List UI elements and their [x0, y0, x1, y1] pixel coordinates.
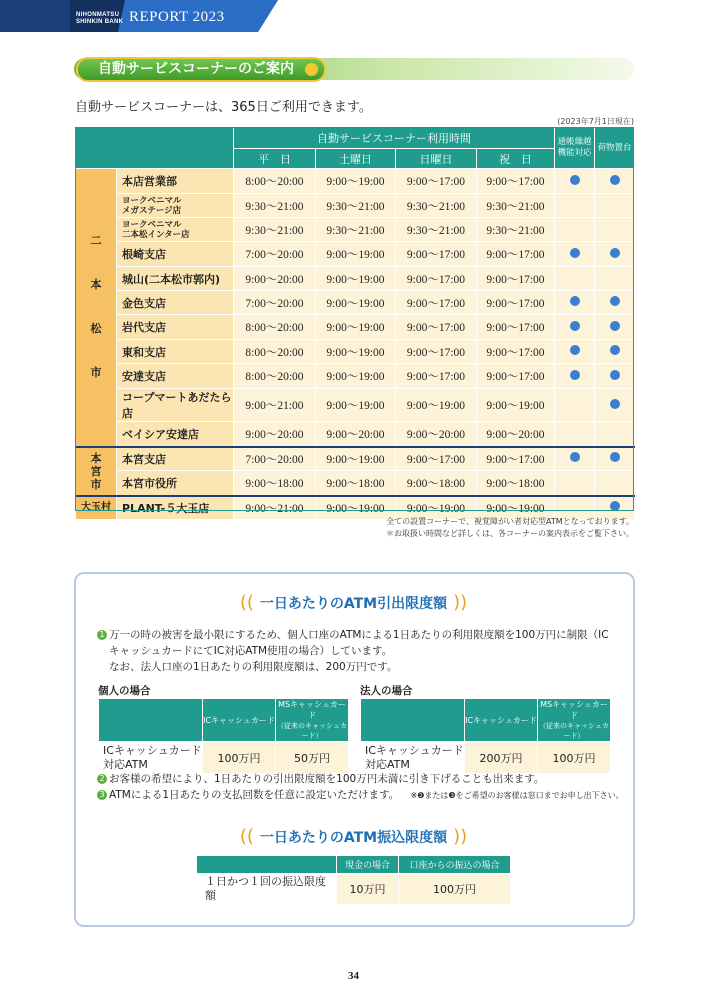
hours-cell: 9:30～21:00: [396, 218, 477, 242]
passbook-cell: [555, 471, 595, 496]
hours-cell: 9:00～20:00: [396, 422, 477, 447]
table-row: [76, 194, 635, 218]
passbook-cell: [555, 422, 595, 447]
baggage-cell: [595, 340, 635, 364]
personal-row-label: ICキャッシュカード 対応ATM: [99, 742, 203, 774]
hours-cell: 9:00～17:00: [396, 242, 477, 267]
transfer-account-header: 口座からの振込の場合: [399, 856, 511, 874]
day-holiday: 祝 日: [477, 149, 555, 169]
baggage-cell: [595, 315, 635, 340]
city-label: 大玉村: [76, 496, 117, 520]
hours-cell: 9:00～19:00: [316, 389, 396, 422]
bracket-right-icon: )): [453, 592, 468, 613]
baggage-cell: [595, 218, 635, 242]
hours-cell: 9:00～19:00: [316, 315, 396, 340]
passbook-cell: [555, 447, 595, 471]
branch-name: 金色支店: [117, 291, 234, 315]
table-row: [76, 267, 635, 291]
hours-cell: 9:00～18:00: [396, 471, 477, 496]
corporate-row-label: ICキャッシュカード 対応ATM: [361, 742, 465, 774]
transfer-row-label: １日かつ１回の振込限度額: [197, 874, 337, 905]
available-dot-icon: [610, 370, 620, 380]
available-dot-icon: [610, 452, 620, 462]
hours-cell: 9:00～18:00: [234, 471, 316, 496]
hours-cell: 9:00～17:00: [477, 447, 555, 471]
passbook-header: 通帳繰越 機能対応: [555, 128, 595, 169]
table-note-accessibility: 全ての設置コーナーで、視覚障がい者対応型ATMとなっております。: [386, 517, 634, 526]
hours-cell: 9:00～17:00: [477, 340, 555, 364]
table-row: [76, 447, 635, 471]
baggage-cell: [595, 471, 635, 496]
day-weekday: 平 日: [234, 149, 316, 169]
title-knob-icon: [305, 63, 318, 76]
corporate-ic-header: ICキャッシュカード: [465, 699, 538, 742]
passbook-cell: [555, 242, 595, 267]
table-row: [76, 291, 635, 315]
baggage-cell: [595, 194, 635, 218]
withdraw-paragraph-1: 1 万一の時の被害を最小限にするため、個人口座のATMによる1日あたりの利用限度額を100万円に制限（IC キャッシュカードにてIC対応ATM使用の場合）しています。 なお、法人口座の1日あたりの利用限度額は、200万円です。: [97, 627, 609, 675]
branch-name: ヨークベニマル 二本松インター店: [117, 218, 234, 242]
section-title: 自動サービスコーナーのご案内: [76, 57, 326, 82]
available-dot-icon: [570, 370, 580, 380]
available-dot-icon: [570, 452, 580, 462]
hours-cell: 9:00～17:00: [477, 315, 555, 340]
atm-hours-table: [75, 127, 635, 520]
passbook-cell: [555, 364, 595, 389]
day-sunday: 日曜日: [396, 149, 477, 169]
personal-ic-value: 100万円: [203, 742, 276, 774]
hours-cell: 9:00～20:00: [477, 422, 555, 447]
personal-ms-header: MSキャッシュカード （従来のキャッシュカード）: [277, 700, 347, 740]
available-dot-icon: [610, 399, 620, 409]
hours-cell: 9:00～21:00: [234, 496, 316, 520]
bank-logo: NIHONMATSU SHINKIN BANK: [76, 12, 124, 25]
corporate-ic-value: 200万円: [465, 742, 538, 774]
number-2-icon: 2: [97, 774, 107, 784]
hours-cell: 9:00～19:00: [396, 496, 477, 520]
passbook-cell: [555, 194, 595, 218]
hours-cell: 9:30～21:00: [477, 194, 555, 218]
branch-name: 岩代支店: [117, 315, 234, 340]
hours-cell: 9:00～19:00: [477, 496, 555, 520]
hours-cell: 9:00～17:00: [396, 447, 477, 471]
branch-name: 安達支店: [117, 364, 234, 389]
day-saturday: 土曜日: [316, 149, 396, 169]
hours-cell: 8:00～20:00: [234, 364, 316, 389]
passbook-cell: [555, 291, 595, 315]
table-corner: [76, 128, 234, 169]
hours-cell: 7:00～20:00: [234, 447, 316, 471]
table-note-details: ＊お取扱い時間など詳しくは、各コーナーの案内表示をご覧下さい。: [386, 529, 634, 538]
branch-name: 城山(二本松市郭内): [117, 267, 234, 291]
passbook-cell: [555, 169, 595, 194]
transfer-limit-title: (( 一日あたりのATM振込限度額 )): [239, 826, 468, 847]
baggage-cell: [595, 364, 635, 389]
hours-cell: 9:30～21:00: [477, 218, 555, 242]
personal-ms-value: 50万円: [276, 742, 349, 774]
passbook-cell: [555, 340, 595, 364]
branch-name: 東和支店: [117, 340, 234, 364]
transfer-account-value: 100万円: [399, 874, 511, 905]
hours-cell: 9:00～20:00: [234, 422, 316, 447]
bracket-left-icon: ((: [239, 592, 254, 613]
withdraw-apply-note: ※❷または❸をご希望のお客様は窓口までお申し出下さい。: [410, 791, 624, 800]
table-row: [76, 364, 635, 389]
hours-cell: 9:00～17:00: [396, 340, 477, 364]
baggage-cell: [595, 389, 635, 422]
bracket-right-icon: )): [453, 826, 468, 847]
hours-cell: 9:00～19:00: [477, 389, 555, 422]
baggage-cell: [595, 422, 635, 447]
hours-cell: 9:30～21:00: [234, 218, 316, 242]
baggage-header: 荷物置台: [595, 128, 635, 169]
city-label: 本 宮 市: [76, 447, 117, 496]
hours-cell: 9:00～19:00: [316, 291, 396, 315]
table-row: [76, 422, 635, 447]
hours-cell: 9:00～19:00: [316, 447, 396, 471]
baggage-cell: [595, 242, 635, 267]
corporate-ms-header: MSキャッシュカード （従来のキャッシュカード）: [539, 700, 609, 740]
available-dot-icon: [610, 248, 620, 258]
transfer-cash-header: 現金の場合: [337, 856, 399, 874]
hours-cell: 9:00～17:00: [477, 364, 555, 389]
hours-cell: 9:00～17:00: [477, 267, 555, 291]
baggage-cell: [595, 291, 635, 315]
transfer-cash-value: 10万円: [337, 874, 399, 905]
corporate-limit-table: [360, 698, 611, 774]
transfer-limit-table: [196, 855, 511, 905]
baggage-cell: [595, 169, 635, 194]
intro-text: 自動サービスコーナーは、365日ご利用できます。: [75, 100, 372, 115]
baggage-cell: [595, 447, 635, 471]
hours-cell: 9:00～17:00: [396, 364, 477, 389]
number-3-icon: 3: [97, 790, 107, 800]
passbook-cell: [555, 218, 595, 242]
as-of-date: (2023年7月1日現在): [557, 117, 634, 126]
hours-cell: 9:00～20:00: [234, 267, 316, 291]
available-dot-icon: [610, 175, 620, 185]
branch-name: 根崎支店: [117, 242, 234, 267]
page-number: 34: [348, 970, 359, 982]
hours-cell: 9:00～19:00: [316, 340, 396, 364]
hours-cell: 9:00～19:00: [316, 267, 396, 291]
branch-name: ヨークベニマル メガステージ店: [117, 194, 234, 218]
withdraw-paragraph-3: 3 ATMによる1日あたりの支払回数を任意に設定いただけます。 ※❷または❸をご希望のお客様は窓口までお申し出下さい。: [97, 787, 624, 804]
available-dot-icon: [570, 296, 580, 306]
table-row: [76, 389, 635, 422]
available-dot-icon: [610, 501, 620, 511]
hours-cell: 9:00～17:00: [477, 291, 555, 315]
bracket-left-icon: ((: [239, 826, 254, 847]
hours-cell: 9:00～19:00: [316, 169, 396, 194]
hours-cell: 9:00～19:00: [316, 496, 396, 520]
table-row: [76, 340, 635, 364]
city-label: 二 本 松 市: [76, 169, 117, 447]
hours-cell: 9:00～17:00: [396, 267, 477, 291]
table-row: [76, 242, 635, 267]
hours-title: 自動サービスコーナー利用時間: [234, 128, 555, 149]
table-row: [76, 218, 635, 242]
hours-cell: 7:00～20:00: [234, 242, 316, 267]
corporate-ms-value: 100万円: [538, 742, 611, 774]
baggage-cell: [595, 267, 635, 291]
hours-cell: 9:00～17:00: [477, 169, 555, 194]
branch-name: コープマートあだたら店: [117, 389, 234, 422]
available-dot-icon: [570, 345, 580, 355]
available-dot-icon: [610, 296, 620, 306]
hours-cell: 9:00～21:00: [234, 389, 316, 422]
hours-cell: 9:00～17:00: [396, 169, 477, 194]
hours-cell: 9:30～21:00: [316, 194, 396, 218]
hours-cell: 9:00～17:00: [396, 291, 477, 315]
passbook-cell: [555, 389, 595, 422]
branch-name: 本宮市役所: [117, 471, 234, 496]
hours-cell: 9:00～19:00: [396, 389, 477, 422]
personal-caption: 個人の場合: [98, 685, 151, 697]
corporate-caption: 法人の場合: [360, 685, 413, 697]
available-dot-icon: [610, 345, 620, 355]
hours-cell: 8:00～20:00: [234, 315, 316, 340]
available-dot-icon: [570, 321, 580, 331]
withdraw-limit-title: (( 一日あたりのATM引出限度額 )): [239, 592, 468, 613]
branch-name: PLANT-５大玉店: [117, 496, 234, 520]
personal-limit-table: [98, 698, 349, 774]
available-dot-icon: [610, 321, 620, 331]
hours-cell: 9:00～19:00: [316, 364, 396, 389]
branch-name: ベイシア安達店: [117, 422, 234, 447]
available-dot-icon: [570, 248, 580, 258]
hours-cell: 9:30～21:00: [396, 194, 477, 218]
personal-ic-header: ICキャッシュカード: [203, 699, 276, 742]
passbook-cell: [555, 267, 595, 291]
withdraw-paragraph-2: 2 お客様の希望により、1日あたりの引出限度額を100万円未満に引き下げることも出来ます。: [97, 771, 544, 787]
table-row: [76, 315, 635, 340]
passbook-cell: [555, 315, 595, 340]
hours-cell: 8:00～20:00: [234, 169, 316, 194]
hours-cell: 7:00～20:00: [234, 291, 316, 315]
hours-cell: 9:00～18:00: [316, 471, 396, 496]
table-row: [76, 169, 635, 194]
hours-cell: 9:00～20:00: [316, 422, 396, 447]
hours-cell: 9:00～17:00: [396, 315, 477, 340]
hours-cell: 8:00～20:00: [234, 340, 316, 364]
available-dot-icon: [570, 175, 580, 185]
hours-cell: 9:30～21:00: [316, 218, 396, 242]
branch-name: 本宮支店: [117, 447, 234, 471]
hours-cell: 9:30～21:00: [234, 194, 316, 218]
number-1-icon: 1: [97, 630, 107, 640]
branch-name: 本店営業部: [117, 169, 234, 194]
hours-cell: 9:00～17:00: [477, 242, 555, 267]
table-row: [76, 471, 635, 496]
hours-cell: 9:00～18:00: [477, 471, 555, 496]
report-title: REPORT 2023: [129, 9, 225, 25]
hours-cell: 9:00～19:00: [316, 242, 396, 267]
